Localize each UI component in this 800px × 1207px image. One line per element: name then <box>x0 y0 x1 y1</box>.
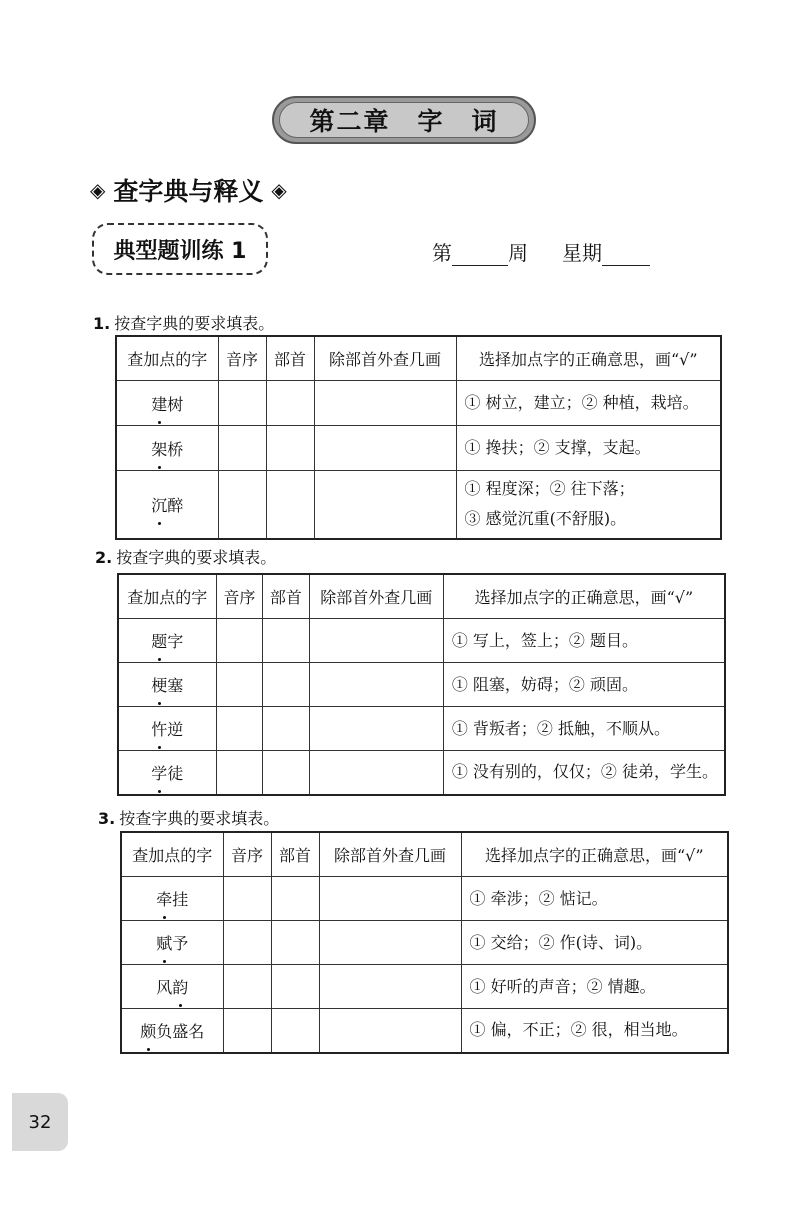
table-row <box>121 921 728 965</box>
radical-answer-cell[interactable] <box>266 381 314 426</box>
meaning-cell[interactable]: ① 阻塞，妨碍；② 顽固。 <box>443 663 725 707</box>
word-cell: 风韵 <box>121 965 223 1009</box>
header-meaning: 选择加点字的正确意思，画“√” <box>461 832 728 877</box>
initial-answer-cell[interactable] <box>218 381 266 426</box>
strokes-answer-cell[interactable] <box>319 877 461 921</box>
header-word: 查加点的字 <box>121 832 223 877</box>
week-prefix: 第 <box>432 241 452 265</box>
weekday-label: 星期 <box>562 241 602 265</box>
section-heading <box>90 172 287 208</box>
meaning-cell[interactable]: ① 背叛者；② 抵触，不顺从。 <box>443 707 725 751</box>
dotted-char: 忤 <box>151 717 167 740</box>
radical-answer-cell[interactable] <box>271 877 319 921</box>
strokes-answer-cell[interactable] <box>309 707 443 751</box>
diamond-icon: ◈ <box>271 178 287 202</box>
radical-answer-cell[interactable] <box>271 921 319 965</box>
word-cell: 梗塞 <box>118 663 216 707</box>
word-cell: 忤逆 <box>118 707 216 751</box>
header-radical: 部首 <box>266 336 314 381</box>
word-cell: 牵挂 <box>121 877 223 921</box>
header-strokes: 除部首外查几画 <box>309 574 443 619</box>
header-radical: 部首 <box>263 574 310 619</box>
initial-answer-cell[interactable] <box>223 1009 271 1053</box>
week-suffix: 周 <box>508 241 528 265</box>
dotted-char: 韵 <box>172 975 188 998</box>
strokes-answer-cell[interactable] <box>319 921 461 965</box>
dotted-char: 赋 <box>156 931 172 954</box>
header-word: 查加点的字 <box>118 574 216 619</box>
strokes-answer-cell[interactable] <box>309 751 443 795</box>
dotted-char: 牵 <box>156 887 172 910</box>
dotted-char: 学 <box>151 761 167 784</box>
meaning-cell[interactable]: ① 牵涉；② 惦记。 <box>461 877 728 921</box>
table-row <box>121 1009 728 1053</box>
word-cell: 题字 <box>118 619 216 663</box>
initial-answer-cell[interactable] <box>216 619 263 663</box>
table-header-row <box>121 832 728 877</box>
dotted-char: 题 <box>151 629 167 652</box>
word-cell: 颇负盛名 <box>121 1009 223 1053</box>
radical-answer-cell[interactable] <box>271 1009 319 1053</box>
dotted-char: 建 <box>151 392 167 415</box>
dotted-char: 架 <box>151 437 167 460</box>
radical-answer-cell[interactable] <box>263 707 310 751</box>
initial-answer-cell[interactable] <box>223 877 271 921</box>
header-meaning: 选择加点字的正确意思，画“√” <box>456 336 721 381</box>
question-3-table <box>120 831 729 1054</box>
strokes-answer-cell[interactable] <box>319 965 461 1009</box>
radical-answer-cell[interactable] <box>263 619 310 663</box>
meaning-cell[interactable]: ① 搀扶；② 支撑，支起。 <box>456 426 721 471</box>
radical-answer-cell[interactable] <box>266 426 314 471</box>
meaning-cell[interactable]: ① 树立，建立；② 种植，栽培。 <box>456 381 721 426</box>
question-2-title: 2. 按查字典的要求填表。 <box>95 548 277 567</box>
strokes-answer-cell[interactable] <box>309 663 443 707</box>
radical-answer-cell[interactable] <box>266 471 314 539</box>
initial-answer-cell[interactable] <box>216 707 263 751</box>
table-row <box>116 381 721 426</box>
header-initial: 音序 <box>216 574 263 619</box>
strokes-answer-cell[interactable] <box>309 619 443 663</box>
word-cell: 架桥 <box>116 426 218 471</box>
radical-answer-cell[interactable] <box>271 965 319 1009</box>
meaning-cell[interactable]: ① 偏，不正；② 很，相当地。 <box>461 1009 728 1053</box>
header-meaning: 选择加点字的正确意思，画“√” <box>443 574 725 619</box>
question-1-title: 1. 按查字典的要求填表。 <box>93 314 275 333</box>
table-header-row <box>116 336 721 381</box>
initial-answer-cell[interactable] <box>218 426 266 471</box>
week-date-line <box>432 230 650 266</box>
training-label: 典型题训练 1 <box>92 223 268 275</box>
meaning-cell[interactable]: ① 程度深；② 往下落； ③ 感觉沉重(不舒服)。 <box>456 471 721 539</box>
question-2-table <box>117 573 726 796</box>
initial-answer-cell[interactable] <box>223 921 271 965</box>
weekday-blank[interactable] <box>602 239 650 266</box>
table-row <box>116 426 721 471</box>
table-row <box>121 965 728 1009</box>
diamond-icon: ◈ <box>90 178 106 202</box>
initial-answer-cell[interactable] <box>216 663 263 707</box>
page-number: 32 <box>12 1093 68 1151</box>
header-strokes: 除部首外查几画 <box>314 336 456 381</box>
week-blank[interactable] <box>452 239 508 266</box>
header-radical: 部首 <box>271 832 319 877</box>
word-cell: 赋予 <box>121 921 223 965</box>
strokes-answer-cell[interactable] <box>314 426 456 471</box>
radical-answer-cell[interactable] <box>263 751 310 795</box>
table-header-row <box>118 574 725 619</box>
table-row <box>121 877 728 921</box>
section-title: 查字典与释义 <box>113 177 264 206</box>
initial-answer-cell[interactable] <box>216 751 263 795</box>
dotted-char: 梗 <box>151 673 167 696</box>
meaning-cell[interactable]: ① 好听的声音；② 情趣。 <box>461 965 728 1009</box>
word-cell: 建树 <box>116 381 218 426</box>
question-1-table <box>115 335 722 540</box>
chapter-title: 第二章 字 词 <box>279 102 529 138</box>
strokes-answer-cell[interactable] <box>319 1009 461 1053</box>
word-cell: 学徒 <box>118 751 216 795</box>
strokes-answer-cell[interactable] <box>314 471 456 539</box>
header-initial: 音序 <box>223 832 271 877</box>
table-row <box>116 471 721 539</box>
table-row <box>118 619 725 663</box>
initial-answer-cell[interactable] <box>218 471 266 539</box>
header-initial: 音序 <box>218 336 266 381</box>
header-strokes: 除部首外查几画 <box>319 832 461 877</box>
strokes-answer-cell[interactable] <box>314 381 456 426</box>
dotted-char: 颇 <box>140 1019 156 1042</box>
radical-answer-cell[interactable] <box>263 663 310 707</box>
table-row <box>118 751 725 795</box>
chapter-banner <box>272 96 536 144</box>
meaning-cell[interactable]: ① 交给；② 作(诗、词)。 <box>461 921 728 965</box>
header-word: 查加点的字 <box>116 336 218 381</box>
question-3-title: 3. 按查字典的要求填表。 <box>98 809 280 828</box>
meaning-cell[interactable]: ① 没有别的，仅仅；② 徒弟，学生。 <box>443 751 725 795</box>
meaning-cell[interactable]: ① 写上，签上；② 题目。 <box>443 619 725 663</box>
word-cell: 沉醉 <box>116 471 218 539</box>
initial-answer-cell[interactable] <box>223 965 271 1009</box>
dotted-char: 沉 <box>151 493 167 516</box>
table-row <box>118 707 725 751</box>
table-row <box>118 663 725 707</box>
